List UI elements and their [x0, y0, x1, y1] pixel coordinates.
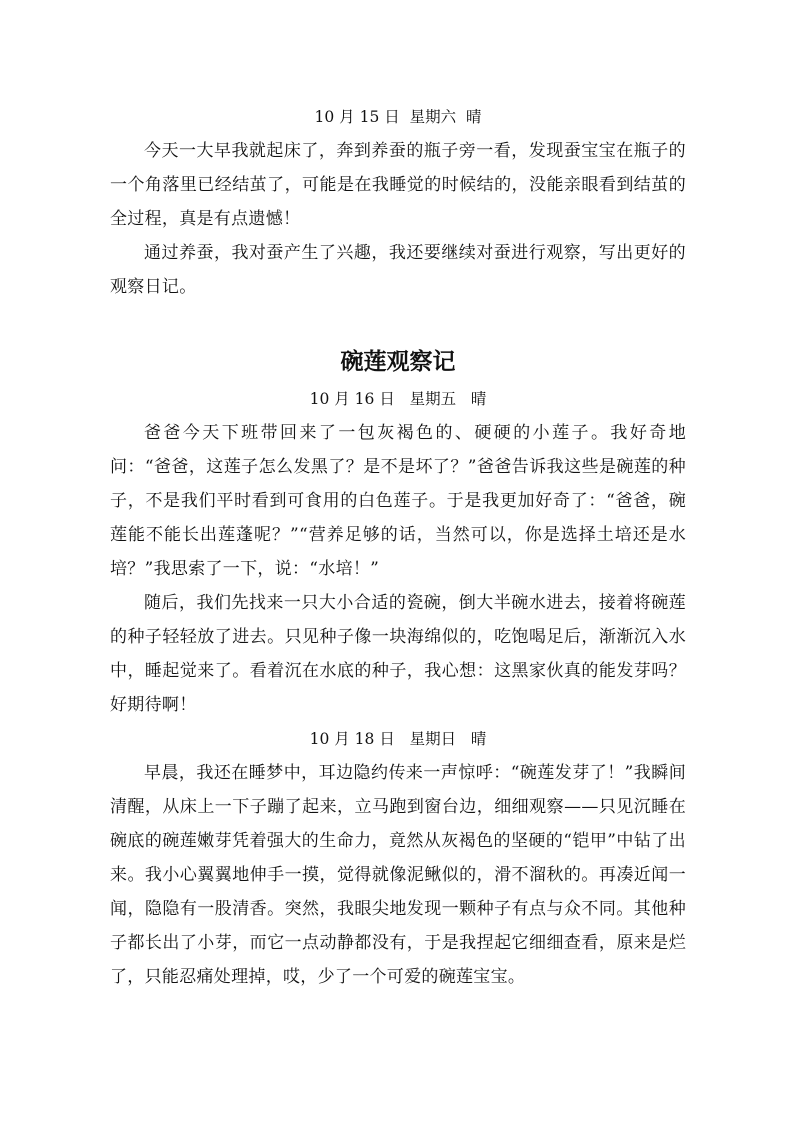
paragraph: 通过养蚕，我对蚕产生了兴趣，我还要继续对蚕进行观察，写出更好的观察日记。 [110, 243, 686, 297]
section-gap [110, 304, 686, 342]
document-page [110, 100, 686, 994]
entry-date: 10 月 18 日 星期日 晴 [309, 730, 487, 748]
paragraph: 早晨，我还在睡梦中，耳边隐约传来一声惊呼：“碗莲发芽了！”我瞬间清醒，从床上一下子蹦了起来，立马跑到窗台边，细细观察——只见沉睡在碗底的碗莲嫩芽凭着强大的生命力，竟然从灰褐色的坚硬的“铠甲”中钻了出来。我小心翼翼地伸手一摸，觉得就像泥鳅似的，滑不溜秋的。再凑近闻一闻，隐隐有一股清香。突然，我眼尖地发现一颗种子有点与众不同。其他种子都长出了小芽，而它一点动静都没有，于是我捏起它细细查看，原来是烂了，只能忍痛处理掉，哎，少了一个可爱的碗莲宝宝。 [110, 763, 686, 987]
paragraph: 爸爸今天下班带回来了一包灰褐色的、硬硬的小莲子。我好奇地问：“爸爸，这莲子怎么发黑了？是不是坏了？”爸爸告诉我这些是碗莲的种子，不是我们平时看到可食用的白色莲子。于是我更加好奇了：“爸爸，碗莲能不能长出莲蓬呢？”“营养足够的话，当然可以，你是选择土培还是水培？”我思索了一下，说：“水培！” [110, 423, 686, 579]
paragraph: 今天一大早我就起床了，奔到养蚕的瓶子旁一看，发现蚕宝宝在瓶子的一个角落里已经结茧了，可能是在我睡觉的时候结的，没能亲眼看到结茧的全过程，真是有点遗憾！ [110, 141, 686, 229]
entry-date: 10 月 16 日 星期五 晴 [309, 390, 487, 408]
entry-date: 10 月 15 日 星期六 晴 [314, 108, 482, 126]
paragraph: 随后，我们先找来一只大小合适的瓷碗，倒大半碗水进去，接着将碗莲的种子轻轻放了进去。只见种子像一块海绵似的，吃饱喝足后，渐渐沉入水中，睡起觉来了。看着沉在水底的种子，我心想：这黑家伙真的能发芽吗？好期待啊！ [110, 593, 686, 715]
article-title: 碗莲观察记 [340, 349, 456, 375]
